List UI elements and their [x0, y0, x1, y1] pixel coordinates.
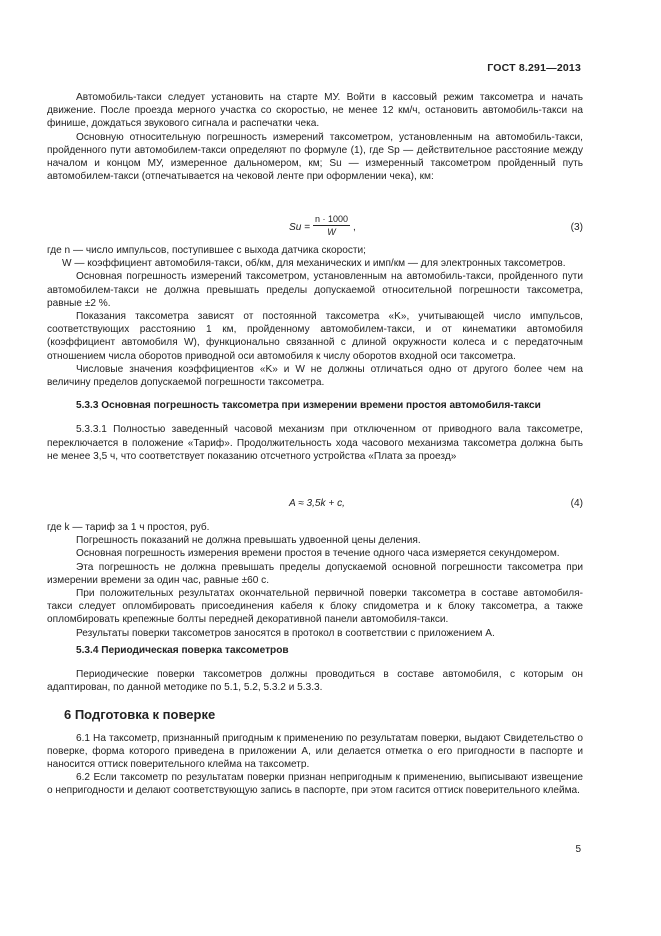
where-clause: где k — тариф за 1 ч простоя, руб.	[47, 522, 210, 533]
section-heading-533: 5.3.3 Основная погрешность таксометра при измерении времени простоя автомобиля-такси	[76, 400, 541, 412]
paragraph: Показания таксометра зависят от постоянной таксометра «K», учитывающей число импульсов, соответствующих расстоянию 1 км, пройденному автомобилем-такси, и от кинематики автомобиля (коэффициент автомобиля W), функционально связанной с длиной окружности колеса и с передаточным отношением числа оборотов приводной оси автомобиля к числу оборотов входной оси таксометра.	[47, 311, 583, 362]
formula-4	[47, 498, 583, 512]
paragraph: Результаты поверки таксометров заносятся в протокол в соответствии с приложением А.	[76, 627, 495, 639]
standard-designation: ГОСТ 8.291—2013	[487, 62, 581, 74]
section-middle	[47, 244, 583, 463]
formula-number: (3)	[570, 222, 583, 233]
where-clause: где n — число импульсов, поступившее с выхода датчика скорости;	[47, 245, 366, 256]
paragraph: Числовые значения коэффициентов «K» и W не должны отличаться одно от другого более чем на величину пределов допускаемой погрешности таксометра.	[47, 363, 583, 389]
formula-tail: ,	[353, 222, 356, 233]
paragraph: Периодические поверки таксометров должны проводиться в составе автомобиля, с которым он адаптирован, по данной методике по 5.1, 5.2, 5.3.2 и 5.3.3.	[47, 669, 583, 694]
section-heading-534: 5.3.4 Периодическая поверка таксометров	[76, 644, 289, 656]
page-number: 5	[575, 844, 581, 855]
formula-lhs: Su =	[289, 222, 311, 233]
section-upper	[47, 91, 583, 183]
paragraph: 5.3.3.1 Полностью заведенный часовой механизм при отключенном от приводного вала таксометре, переключается в положение «Тариф». Продолжительность хода часового механизма таксометра должна быть не менее 3,5 ч, что соответствует показанию отсчетного устройства «Плата за проезд»	[47, 424, 583, 462]
section-lower	[47, 521, 583, 798]
paragraph: 6.2 Если таксометр по результатам поверки признан непригодным к применению, выписывают извещение о непригодности и делают соответствующую запись в паспорте, при этом гасится оттиск поверительного клейма.	[47, 772, 583, 797]
section-heading-6: 6 Подготовка к поверке	[64, 707, 216, 723]
paragraph: Погрешность показаний не должна превышать удвоенной цены деления.	[76, 535, 421, 547]
where-clause: W — коэффициент автомобиля-такси, об/км, для механических и имп/км — для электронных таксометров.	[62, 258, 566, 270]
paragraph: Эта погрешность не должна превышать пределы допускаемой основной погрешности таксометра при измерении времени за один час, равные ±60 с.	[47, 561, 583, 586]
paragraph: Основную относительную погрешность измерений таксометром, установленным на автомобиль-такси, пройденного пути автомобилем-такси определяют по формуле (1), где Sp — действительное расстояние между началом и концом МУ, измеренное дальномером, км; Su — измеренный таксометром пройденный путь автомобилем-такси (отпечатывается на чековой ленте при оформлении чека), км:	[47, 131, 583, 183]
formula-text: A ≈ 3,5k + c,	[289, 498, 345, 509]
formula-fraction	[313, 214, 350, 237]
paragraph: При положительных результатах окончательной первичной поверки таксометра в составе автомобиля-такси следует опломбировать присоединения кабеля к блоку спидометра и к блоку таксометра, а также опломбировать крепежные болты передней декоративной панели автомобиля-такси.	[47, 588, 583, 626]
paragraph: 6.1 На таксометр, признанный пригодным к применению по результатам поверки, выдают Свидетельство о поверке, форма которого приведена в приложении А, или делается отметка о его пригодности в паспорте и наносится оттиск поверительного клейма на таксометр.	[47, 732, 583, 771]
formula-number: (4)	[570, 498, 583, 509]
paragraph: Автомобиль-такси следует установить на старте МУ. Войти в кассовый режим таксометра и начать движение. После проезда мерного участка со скоростью, не менее 12 км/ч, остановить автомобиль-такси на финише, дождаться звукового сигнала и распечатки чека.	[47, 92, 583, 130]
formula-3	[47, 214, 583, 244]
paragraph: Основная погрешность измерений таксометром, установленным на автомобиль-такси, пройденного пути автомобилем-такси не должна превышать пределы допускаемой относительной погрешности таксометра, равные ±2 %.	[47, 271, 583, 309]
paragraph: Основная погрешность измерения времени простоя в течение одного часа измеряется секундомером.	[76, 548, 560, 560]
fraction-numerator: n · 1000	[315, 214, 349, 224]
fraction-denominator: W	[327, 227, 336, 237]
